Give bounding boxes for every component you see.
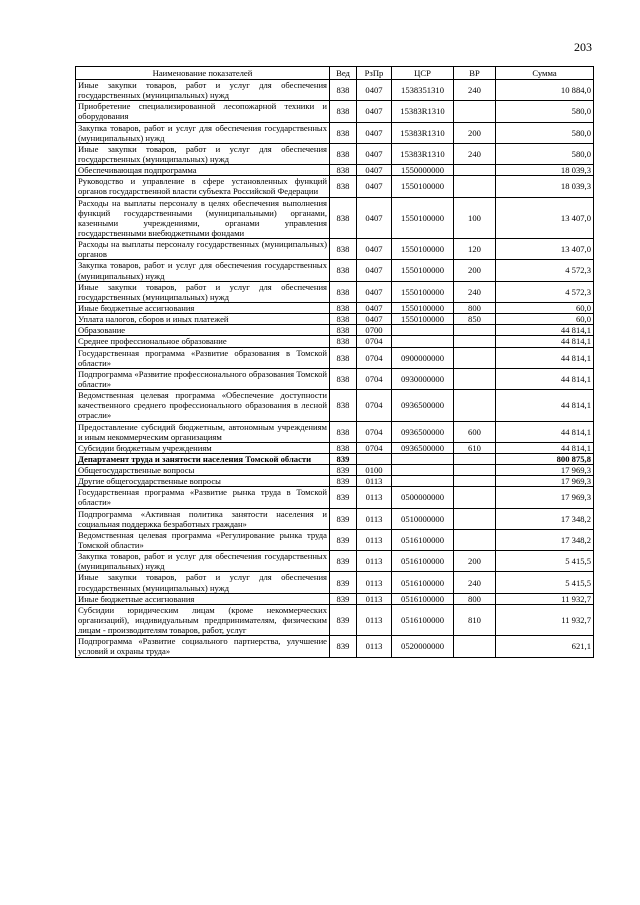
- cell-ved: 839: [330, 572, 357, 593]
- cell-rzpr: 0407: [357, 281, 392, 302]
- table-row: [76, 336, 594, 347]
- cell-csr: 0516100000: [392, 551, 454, 572]
- cell-name: Государственная программа «Развитие образования в Томской области»: [76, 347, 330, 368]
- cell-name: Департамент труда и занятости населения Томской области: [76, 453, 330, 464]
- cell-sum: 44 814,1: [496, 421, 594, 442]
- cell-sum: 10 884,0: [496, 80, 594, 101]
- cell-csr: 0930000000: [392, 368, 454, 389]
- cell-vr: [454, 636, 496, 657]
- cell-rzpr: 0407: [357, 176, 392, 197]
- cell-csr: 1550100000: [392, 281, 454, 302]
- table-row: [76, 347, 594, 368]
- table-row: [76, 197, 594, 239]
- cell-csr: 0520000000: [392, 636, 454, 657]
- cell-csr: 0516100000: [392, 529, 454, 550]
- cell-name: Общегосударственные вопросы: [76, 465, 330, 476]
- cell-vr: [454, 336, 496, 347]
- cell-ved: 838: [330, 390, 357, 421]
- cell-ved: 839: [330, 551, 357, 572]
- cell-name: Подпрограмма «Развитие социального партнерства, улучшение условий и охраны труда»: [76, 636, 330, 657]
- cell-ved: 838: [330, 302, 357, 313]
- table-row: [76, 636, 594, 657]
- cell-sum: 4 572,3: [496, 260, 594, 281]
- cell-rzpr: 0704: [357, 336, 392, 347]
- cell-name: Предоставление субсидий бюджетным, автономным учреждениям и иным некоммерческим организациям: [76, 421, 330, 442]
- cell-vr: 240: [454, 80, 496, 101]
- cell-name: Субсидии бюджетным учреждениям: [76, 442, 330, 453]
- cell-csr: [392, 336, 454, 347]
- cell-sum: 17 969,3: [496, 487, 594, 508]
- cell-ved: 838: [330, 143, 357, 164]
- table-row: [76, 143, 594, 164]
- cell-rzpr: 0407: [357, 314, 392, 325]
- cell-sum: 60,0: [496, 314, 594, 325]
- cell-rzpr: 0113: [357, 476, 392, 487]
- cell-rzpr: [357, 453, 392, 464]
- cell-csr: 1550100000: [392, 176, 454, 197]
- cell-vr: [454, 453, 496, 464]
- cell-csr: 1538351310: [392, 80, 454, 101]
- table-row: [76, 260, 594, 281]
- cell-sum: 800 875,8: [496, 453, 594, 464]
- cell-csr: 0936500000: [392, 421, 454, 442]
- table-row: [76, 442, 594, 453]
- cell-rzpr: 0407: [357, 165, 392, 176]
- cell-sum: 13 407,0: [496, 239, 594, 260]
- cell-ved: 838: [330, 347, 357, 368]
- cell-rzpr: 0407: [357, 260, 392, 281]
- cell-ved: 839: [330, 636, 357, 657]
- table-row: [76, 604, 594, 635]
- cell-ved: 838: [330, 176, 357, 197]
- cell-ved: 838: [330, 80, 357, 101]
- cell-ved: 838: [330, 421, 357, 442]
- cell-vr: [454, 325, 496, 336]
- cell-csr: 1550100000: [392, 314, 454, 325]
- cell-rzpr: 0113: [357, 508, 392, 529]
- table-row: [76, 487, 594, 508]
- cell-name: Закупка товаров, работ и услуг для обеспечения государственных (муниципальных) нужд: [76, 122, 330, 143]
- table-row: [76, 476, 594, 487]
- cell-vr: [454, 465, 496, 476]
- cell-name: Среднее профессиональное образование: [76, 336, 330, 347]
- cell-sum: 580,0: [496, 122, 594, 143]
- cell-csr: 1550100000: [392, 302, 454, 313]
- cell-rzpr: 0113: [357, 636, 392, 657]
- cell-name: Подпрограмма «Активная политика занятости населения и социальная поддержка безработных граждан»: [76, 508, 330, 529]
- cell-ved: 838: [330, 197, 357, 239]
- cell-rzpr: 0704: [357, 390, 392, 421]
- table-row: [76, 572, 594, 593]
- table-row: [76, 101, 594, 122]
- table-row: [76, 325, 594, 336]
- cell-name: Другие общегосударственные вопросы: [76, 476, 330, 487]
- cell-rzpr: 0700: [357, 325, 392, 336]
- table-row: [76, 551, 594, 572]
- cell-sum: 17 348,2: [496, 529, 594, 550]
- table-row: [76, 281, 594, 302]
- cell-name: Иные закупки товаров, работ и услуг для обеспечения государственных (муниципальных) нужд: [76, 80, 330, 101]
- cell-csr: 15383R1310: [392, 143, 454, 164]
- cell-rzpr: 0704: [357, 368, 392, 389]
- cell-rzpr: 0704: [357, 442, 392, 453]
- cell-rzpr: 0407: [357, 122, 392, 143]
- cell-ved: 838: [330, 260, 357, 281]
- cell-sum: 11 932,7: [496, 604, 594, 635]
- cell-rzpr: 0113: [357, 551, 392, 572]
- cell-rzpr: 0100: [357, 465, 392, 476]
- header-name: Наименование показателей: [76, 67, 330, 80]
- cell-rzpr: 0407: [357, 101, 392, 122]
- cell-vr: 600: [454, 421, 496, 442]
- cell-sum: 5 415,5: [496, 551, 594, 572]
- table-row: [76, 508, 594, 529]
- header-ved: Вед: [330, 67, 357, 80]
- cell-name: Субсидии юридическим лицам (кроме некоммерческих организаций), индивидуальным предпринимателям, физическим лицам - производителям товаров, работ, услуг: [76, 604, 330, 635]
- cell-rzpr: 0704: [357, 347, 392, 368]
- cell-csr: 0516100000: [392, 572, 454, 593]
- cell-csr: 0510000000: [392, 508, 454, 529]
- cell-name: Ведомственная целевая программа «Обеспечение доступности качественного среднего профессионального образования в лесной отрасли»: [76, 390, 330, 421]
- cell-rzpr: 0407: [357, 143, 392, 164]
- cell-sum: 580,0: [496, 143, 594, 164]
- cell-sum: 17 969,3: [496, 476, 594, 487]
- cell-ved: 839: [330, 476, 357, 487]
- table-row: [76, 593, 594, 604]
- cell-sum: 11 932,7: [496, 593, 594, 604]
- cell-vr: 120: [454, 239, 496, 260]
- table-row: [76, 239, 594, 260]
- cell-vr: [454, 176, 496, 197]
- cell-vr: [454, 390, 496, 421]
- cell-name: Уплата налогов, сборов и иных платежей: [76, 314, 330, 325]
- cell-vr: 810: [454, 604, 496, 635]
- cell-name: Иные бюджетные ассигнования: [76, 593, 330, 604]
- cell-sum: 18 039,3: [496, 176, 594, 197]
- page-number: 203: [574, 40, 592, 54]
- cell-vr: 800: [454, 302, 496, 313]
- cell-ved: 839: [330, 465, 357, 476]
- cell-vr: [454, 165, 496, 176]
- table-row: [76, 465, 594, 476]
- table-row: [76, 314, 594, 325]
- cell-ved: 838: [330, 122, 357, 143]
- cell-vr: [454, 508, 496, 529]
- cell-vr: [454, 101, 496, 122]
- cell-name: Обеспечивающая подпрограмма: [76, 165, 330, 176]
- cell-ved: 838: [330, 101, 357, 122]
- cell-ved: 839: [330, 487, 357, 508]
- cell-vr: [454, 487, 496, 508]
- cell-ved: 838: [330, 281, 357, 302]
- cell-csr: 1550100000: [392, 239, 454, 260]
- cell-rzpr: 0407: [357, 197, 392, 239]
- cell-csr: 15383R1310: [392, 122, 454, 143]
- cell-sum: 44 814,1: [496, 390, 594, 421]
- cell-rzpr: 0113: [357, 593, 392, 604]
- cell-name: Расходы на выплаты персоналу государственных (муниципальных) органов: [76, 239, 330, 260]
- cell-rzpr: 0704: [357, 421, 392, 442]
- cell-ved: 838: [330, 165, 357, 176]
- cell-rzpr: 0407: [357, 239, 392, 260]
- header-rzpr: РзПр: [357, 67, 392, 80]
- cell-sum: 44 814,1: [496, 368, 594, 389]
- header-sum: Сумма: [496, 67, 594, 80]
- cell-vr: 200: [454, 260, 496, 281]
- cell-vr: 240: [454, 143, 496, 164]
- cell-name: Закупка товаров, работ и услуг для обеспечения государственных (муниципальных) нужд: [76, 551, 330, 572]
- cell-ved: 839: [330, 453, 357, 464]
- cell-name: Руководство и управление в сфере установленных функций органов государственной власти субъекта Российской Федерации: [76, 176, 330, 197]
- header-vr: ВР: [454, 67, 496, 80]
- cell-vr: [454, 368, 496, 389]
- cell-csr: [392, 476, 454, 487]
- cell-csr: 1550100000: [392, 197, 454, 239]
- cell-sum: 580,0: [496, 101, 594, 122]
- cell-csr: 15383R1310: [392, 101, 454, 122]
- cell-vr: 200: [454, 122, 496, 143]
- cell-ved: 838: [330, 314, 357, 325]
- cell-csr: [392, 465, 454, 476]
- cell-vr: 800: [454, 593, 496, 604]
- cell-sum: 17 348,2: [496, 508, 594, 529]
- cell-sum: 18 039,3: [496, 165, 594, 176]
- cell-csr: [392, 453, 454, 464]
- cell-vr: [454, 476, 496, 487]
- cell-name: Приобретение специализированной лесопожарной техники и оборудования: [76, 101, 330, 122]
- cell-sum: 4 572,3: [496, 281, 594, 302]
- cell-csr: [392, 325, 454, 336]
- cell-rzpr: 0113: [357, 529, 392, 550]
- cell-vr: 100: [454, 197, 496, 239]
- cell-sum: 17 969,3: [496, 465, 594, 476]
- cell-name: Иные закупки товаров, работ и услуг для обеспечения государственных (муниципальных) нужд: [76, 572, 330, 593]
- cell-name: Закупка товаров, работ и услуг для обеспечения государственных (муниципальных) нужд: [76, 260, 330, 281]
- cell-ved: 838: [330, 442, 357, 453]
- cell-csr: 0936500000: [392, 390, 454, 421]
- cell-rzpr: 0407: [357, 302, 392, 313]
- cell-name: Расходы на выплаты персоналу в целях обеспечения выполнения функций государственными (муниципальными) органами, казенными учреждениями, органами управления государственными внебюджетными фондами: [76, 197, 330, 239]
- cell-rzpr: 0407: [357, 80, 392, 101]
- header-csr: ЦСР: [392, 67, 454, 80]
- cell-vr: 240: [454, 572, 496, 593]
- cell-sum: 5 415,5: [496, 572, 594, 593]
- cell-vr: [454, 529, 496, 550]
- cell-name: Иные закупки товаров, работ и услуг для обеспечения государственных (муниципальных) нужд: [76, 143, 330, 164]
- table-row: [76, 368, 594, 389]
- cell-csr: 1550100000: [392, 260, 454, 281]
- table-row: [76, 421, 594, 442]
- cell-ved: 838: [330, 368, 357, 389]
- cell-ved: 839: [330, 604, 357, 635]
- cell-sum: 44 814,1: [496, 347, 594, 368]
- cell-ved: 838: [330, 239, 357, 260]
- table-row: [76, 80, 594, 101]
- cell-csr: 0516100000: [392, 604, 454, 635]
- cell-name: Ведомственная целевая программа «Регулирование рынка труда Томской области»: [76, 529, 330, 550]
- cell-sum: 44 814,1: [496, 442, 594, 453]
- table-header-row: [76, 67, 594, 80]
- cell-ved: 839: [330, 593, 357, 604]
- cell-name: Иные закупки товаров, работ и услуг для обеспечения государственных (муниципальных) нужд: [76, 281, 330, 302]
- table-body: [76, 80, 594, 658]
- cell-ved: 839: [330, 529, 357, 550]
- cell-name: Иные бюджетные ассигнования: [76, 302, 330, 313]
- cell-vr: 200: [454, 551, 496, 572]
- cell-sum: 44 814,1: [496, 325, 594, 336]
- table-row: [76, 122, 594, 143]
- cell-ved: 838: [330, 336, 357, 347]
- cell-name: Образование: [76, 325, 330, 336]
- cell-csr: 0500000000: [392, 487, 454, 508]
- cell-vr: [454, 347, 496, 368]
- table-row: [76, 390, 594, 421]
- cell-sum: 13 407,0: [496, 197, 594, 239]
- budget-table: [75, 66, 594, 658]
- cell-rzpr: 0113: [357, 604, 392, 635]
- cell-csr: 0936500000: [392, 442, 454, 453]
- cell-sum: 60,0: [496, 302, 594, 313]
- cell-rzpr: 0113: [357, 572, 392, 593]
- cell-sum: 621,1: [496, 636, 594, 657]
- cell-rzpr: 0113: [357, 487, 392, 508]
- table-row: [76, 453, 594, 464]
- cell-ved: 838: [330, 325, 357, 336]
- table-row: [76, 302, 594, 313]
- cell-vr: 240: [454, 281, 496, 302]
- cell-sum: 44 814,1: [496, 336, 594, 347]
- cell-ved: 839: [330, 508, 357, 529]
- table-row: [76, 165, 594, 176]
- cell-csr: 0516100000: [392, 593, 454, 604]
- cell-name: Государственная программа «Развитие рынка труда в Томской области»: [76, 487, 330, 508]
- table-row: [76, 176, 594, 197]
- cell-csr: 0900000000: [392, 347, 454, 368]
- cell-csr: 1550000000: [392, 165, 454, 176]
- cell-vr: 610: [454, 442, 496, 453]
- cell-vr: 850: [454, 314, 496, 325]
- table-row: [76, 529, 594, 550]
- cell-name: Подпрограмма «Развитие профессионального образования Томской области»: [76, 368, 330, 389]
